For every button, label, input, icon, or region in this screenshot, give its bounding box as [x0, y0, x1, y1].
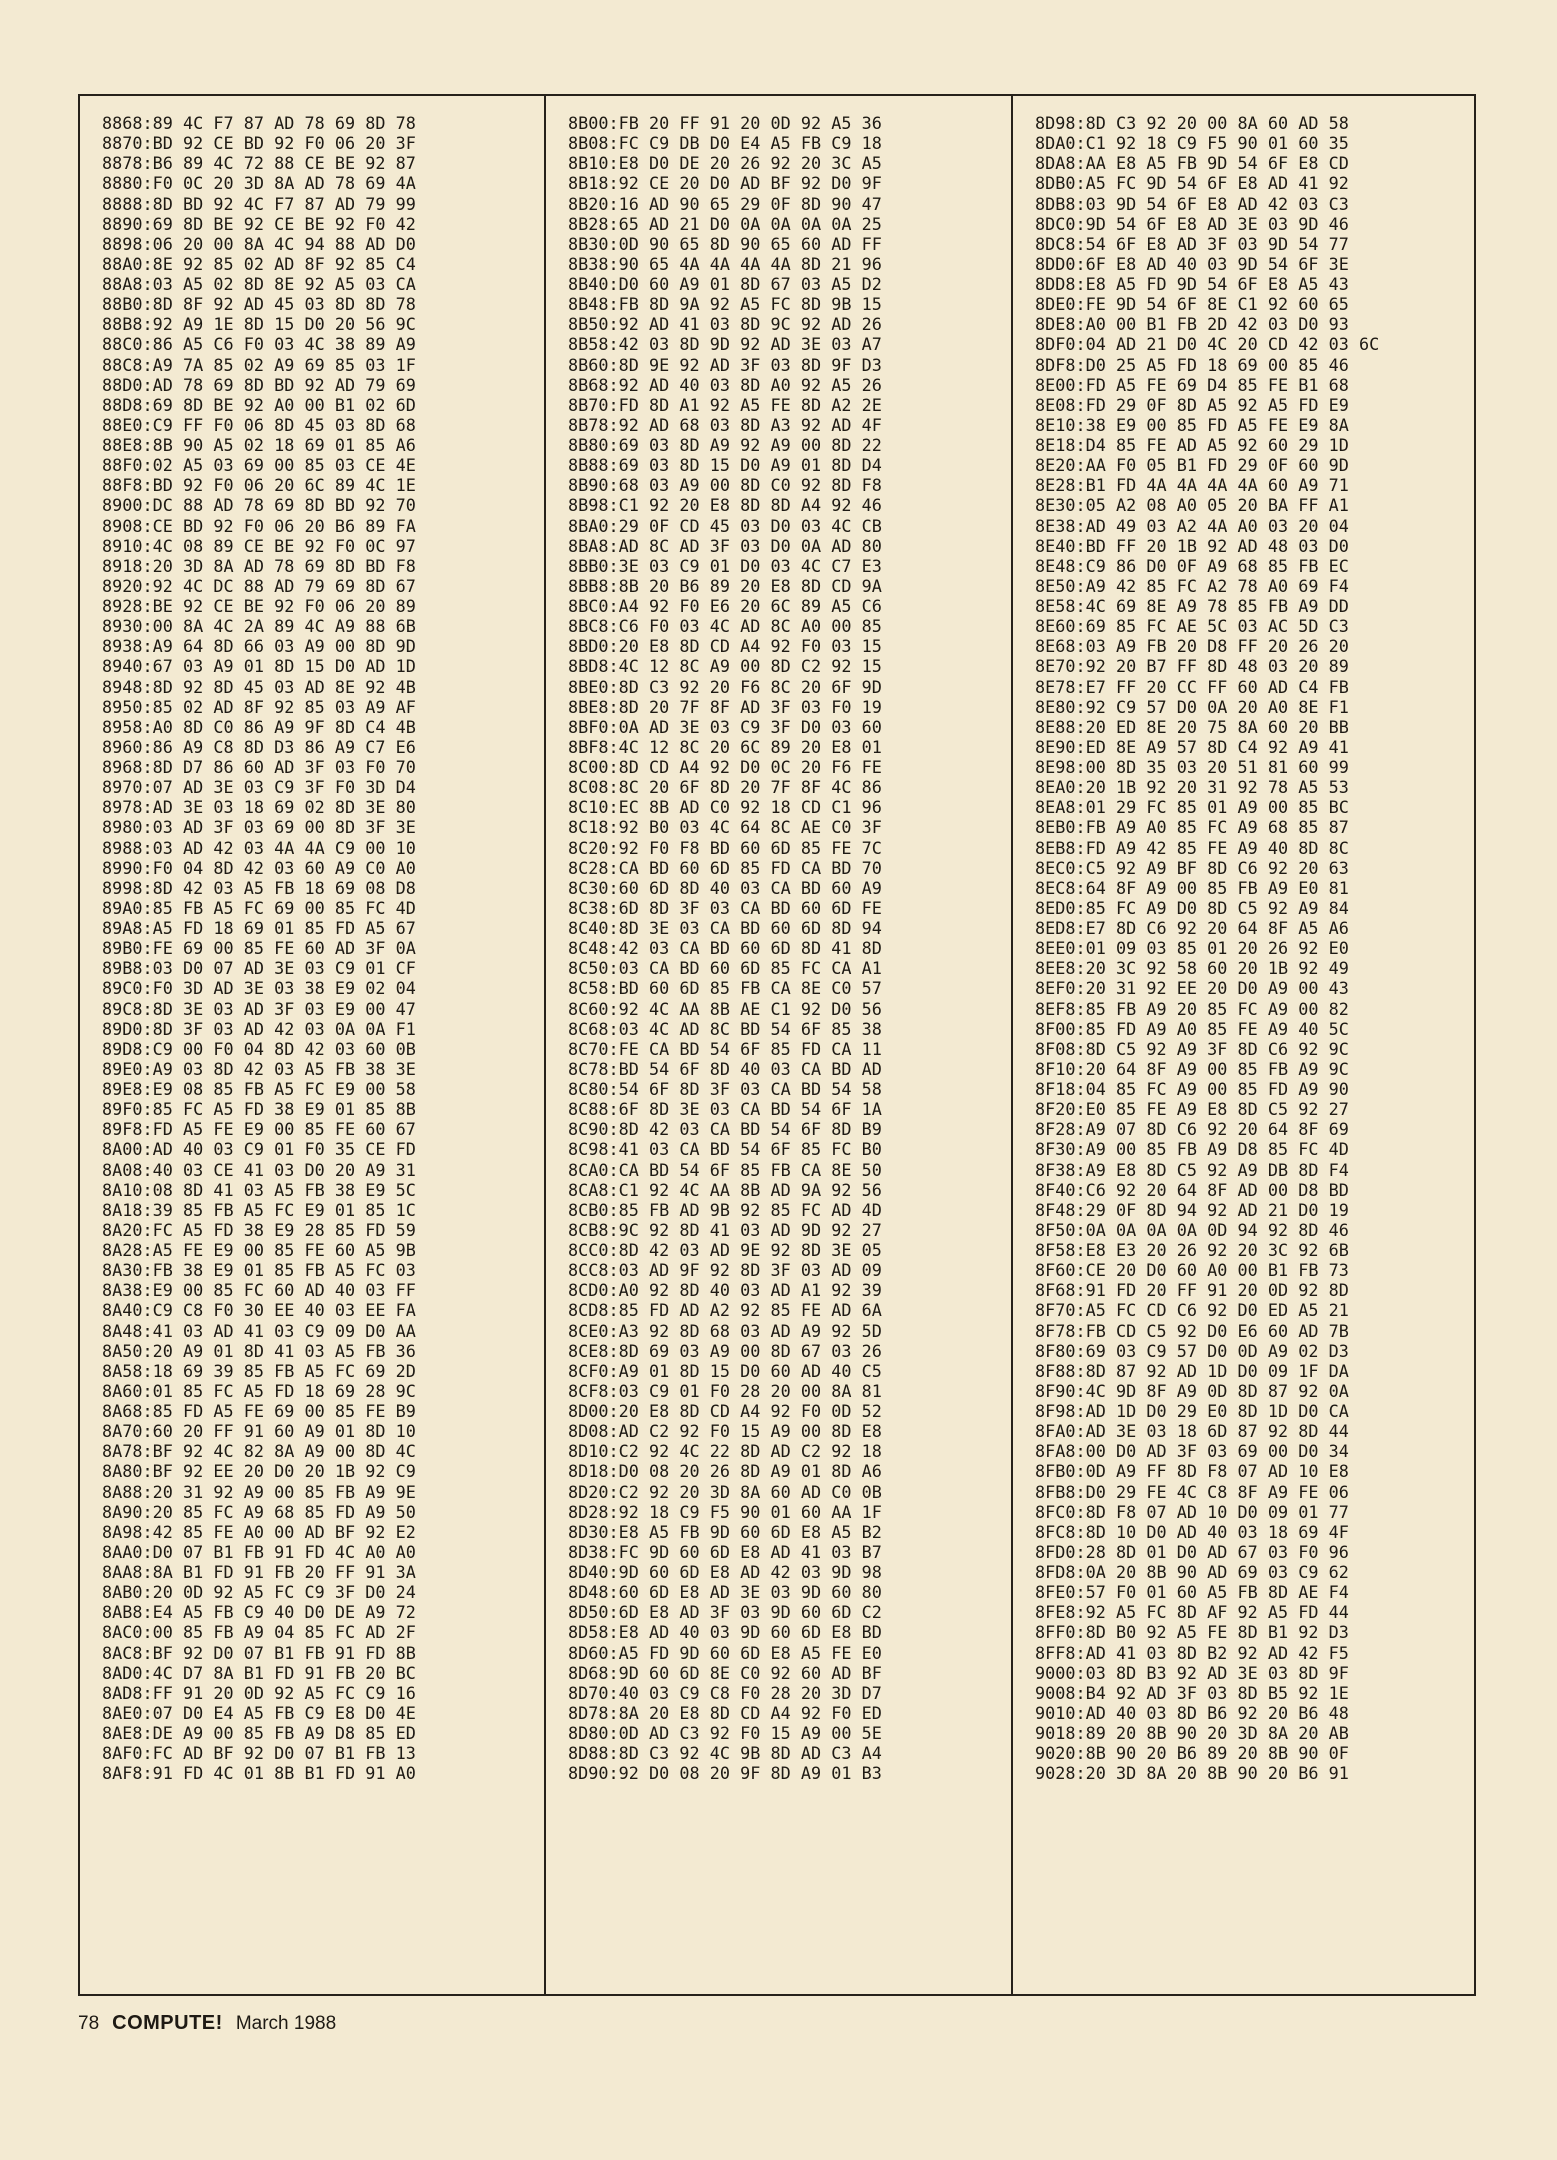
code-line: 8FC0:8D F8 07 AD 10 D0 09 01 77 [1035, 1501, 1349, 1522]
code-line: 8C68:03 4C AD 8C BD 54 6F 85 38 [568, 1018, 882, 1039]
code-line: 88C8:A9 7A 85 02 A9 69 85 03 1F [102, 354, 416, 375]
code-line: 8AE8:DE A9 00 85 FB A9 D8 85 ED [102, 1723, 416, 1743]
code-line: 8F10:20 64 8F A9 00 85 FB A9 9C [1035, 1058, 1349, 1079]
code-line: 8A88:20 31 92 A9 00 85 FB A9 9E [102, 1481, 416, 1502]
code-line: 9010:AD 40 03 8D B6 92 20 B6 48 [1035, 1702, 1349, 1723]
code-line: 8BD8:4C 12 8C A9 00 8D C2 92 15 [568, 656, 882, 677]
code-line: 89F0:85 FC A5 FD 38 E9 01 85 8B [102, 1099, 416, 1120]
code-line: 8E40:BD FF 20 1B 92 AD 48 03 D0 [1035, 535, 1349, 556]
code-line: 8B08:FC C9 DB D0 E4 A5 FB C9 18 [568, 133, 882, 154]
code-line: 8908:CE BD 92 F0 06 20 B6 89 FA [102, 515, 416, 536]
code-line: 8A10:08 8D 41 03 A5 FB 38 E9 5C [102, 1179, 416, 1200]
code-line: 8B58:42 03 8D 9D 92 AD 3E 03 A7 [568, 334, 882, 355]
code-line: 8D40:9D 60 6D E8 AD 42 03 9D 98 [568, 1562, 882, 1582]
code-line: 8898:06 20 00 8A 4C 94 88 AD D0 [102, 233, 416, 254]
code-line: 8980:03 AD 3F 03 69 00 8D 3F 3E [102, 817, 416, 838]
code-line: 8F30:A9 00 85 FB A9 D8 85 FC 4D [1035, 1139, 1349, 1160]
code-line: 8B50:92 AD 41 03 8D 9C 92 AD 26 [568, 314, 882, 335]
code-line: 8FF8:AD 41 03 8D B2 92 AD 42 F5 [1035, 1642, 1349, 1663]
code-line: 8D60:A5 FD 9D 60 6D E8 A5 FE E0 [568, 1642, 882, 1663]
code-line: 8F58:E8 E3 20 26 92 20 3C 92 6B [1035, 1240, 1349, 1260]
code-line: 8B30:0D 90 65 8D 90 65 60 AD FF [568, 233, 882, 254]
code-line: 8958:A0 8D C0 86 A9 9F 8D C4 4B [102, 716, 416, 737]
code-line: 8C88:6F 8D 3E 03 CA BD 54 6F 1A [568, 1099, 882, 1120]
code-line: 89B8:03 D0 07 AD 3E 03 C9 01 CF [102, 958, 416, 979]
code-line: 8DA8:AA E8 A5 FB 9D 54 6F E8 CD [1035, 153, 1349, 174]
code-line: 8A90:20 85 FC A9 68 85 FD A9 50 [102, 1501, 416, 1522]
code-line: 8F20:E0 85 FE A9 E8 8D C5 92 27 [1035, 1099, 1349, 1120]
code-line: 8E50:A9 42 85 FC A2 78 A0 69 F4 [1035, 575, 1349, 596]
code-line: 8960:86 A9 C8 8D D3 86 A9 C7 E6 [102, 736, 416, 757]
code-line: 8F98:AD 1D D0 29 E0 8D 1D D0 CA [1035, 1401, 1349, 1421]
code-line: 8990:F0 04 8D 42 03 60 A9 C0 A0 [102, 857, 416, 878]
code-line: 8A60:01 85 FC A5 FD 18 69 28 9C [102, 1380, 416, 1401]
code-line: 8B18:92 CE 20 D0 AD BF 92 D0 9F [568, 173, 882, 194]
code-line: 8FC8:8D 10 D0 AD 40 03 18 69 4F [1035, 1521, 1349, 1542]
code-line: 8D78:8A 20 E8 8D CD A4 92 F0 ED [568, 1702, 882, 1723]
code-line: 8E48:C9 86 D0 0F A9 68 85 FB EC [1035, 555, 1349, 576]
code-line: 8EC0:C5 92 A9 BF 8D C6 92 20 63 [1035, 857, 1349, 878]
code-line: 8D90:92 D0 08 20 9F 8D A9 01 B3 [568, 1763, 882, 1784]
code-line: 8BB0:3E 03 C9 01 D0 03 4C C7 E3 [568, 555, 882, 576]
code-line: 8F60:CE 20 D0 60 A0 00 B1 FB 73 [1035, 1260, 1349, 1281]
code-line: 8EF8:85 FB A9 20 85 FC A9 00 82 [1035, 998, 1349, 1019]
code-line: 8E78:E7 FF 20 CC FF 60 AD C4 FB [1035, 676, 1349, 697]
code-line: 8B98:C1 92 20 E8 8D 8D A4 92 46 [568, 495, 882, 516]
code-line: 9000:03 8D B3 92 AD 3E 03 8D 9F [1035, 1662, 1349, 1683]
code-line: 8B28:65 AD 21 D0 0A 0A 0A 0A 25 [568, 213, 882, 234]
code-line: 8F00:85 FD A9 A0 85 FE A9 40 5C [1035, 1018, 1349, 1039]
code-line: 89D0:8D 3F 03 AD 42 03 0A 0A F1 [102, 1018, 416, 1039]
code-line: 8950:85 02 AD 8F 92 85 03 A9 AF [102, 696, 416, 717]
code-line: 8C10:EC 8B AD C0 92 18 CD C1 96 [568, 797, 882, 818]
code-line: 8C78:BD 54 6F 8D 40 03 CA BD AD [568, 1058, 882, 1079]
code-line: 8B60:8D 9E 92 AD 3F 03 8D 9F D3 [568, 354, 882, 375]
code-line: 8FA0:AD 3E 03 18 6D 87 92 8D 44 [1035, 1421, 1349, 1442]
code-line: 8BF8:4C 12 8C 20 6C 89 20 E8 01 [568, 736, 882, 757]
code-line: 8E88:20 ED 8E 20 75 8A 60 20 BB [1035, 716, 1349, 737]
listing-column-3 [1011, 96, 1474, 1994]
code-line: 8E68:03 A9 FB 20 D8 FF 20 26 20 [1035, 636, 1349, 657]
code-line: 88E0:C9 FF F0 06 8D 45 03 8D 68 [102, 414, 416, 435]
code-line: 8A98:42 85 FE A0 00 AD BF 92 E2 [102, 1521, 416, 1542]
code-line: 8AC0:00 85 FB A9 04 85 FC AD 2F [102, 1622, 416, 1643]
code-line: 88A0:8E 92 85 02 AD 8F 92 85 C4 [102, 253, 416, 274]
code-line: 8AA8:8A B1 FD 91 FB 20 FF 91 3A [102, 1562, 416, 1582]
code-line: 8AB8:E4 A5 FB C9 40 D0 DE A9 72 [102, 1602, 416, 1623]
code-line: 8F88:8D 87 92 AD 1D D0 09 1F DA [1035, 1360, 1349, 1381]
code-line: 8930:00 8A 4C 2A 89 4C A9 88 6B [102, 616, 416, 637]
code-line: 8940:67 03 A9 01 8D 15 D0 AD 1D [102, 656, 416, 677]
code-line: 8EB8:FD A9 42 85 FE A9 40 8D 8C [1035, 837, 1349, 858]
code-line: 8A38:E9 00 85 FC 60 AD 40 03 FF [102, 1280, 416, 1301]
code-line: 8F28:A9 07 8D C6 92 20 64 8F 69 [1035, 1119, 1349, 1140]
code-line: 8BE0:8D C3 92 20 F6 8C 20 6F 9D [568, 676, 882, 697]
code-line: 8C30:60 6D 8D 40 03 CA BD 60 A9 [568, 877, 882, 898]
code-line: 8A80:BF 92 EE 20 D0 20 1B 92 C9 [102, 1461, 416, 1482]
code-line: 8CE0:A3 92 8D 68 03 AD A9 92 5D [568, 1320, 882, 1341]
code-line: 8CD0:A0 92 8D 40 03 AD A1 92 39 [568, 1280, 882, 1301]
code-line: 8B20:16 AD 90 65 29 0F 8D 90 47 [568, 193, 882, 214]
code-line: 8A28:A5 FE E9 00 85 FE 60 A5 9B [102, 1240, 416, 1260]
code-line: 8EA8:01 29 FC 85 01 A9 00 85 BC [1035, 797, 1349, 818]
code-line: 8A78:BF 92 4C 82 8A A9 00 8D 4C [102, 1441, 416, 1462]
code-line: 8F90:4C 9D 8F A9 0D 8D 87 92 0A [1035, 1380, 1349, 1401]
code-line: 8A00:AD 40 03 C9 01 F0 35 CE FD [102, 1139, 416, 1160]
code-line: 8B00:FB 20 FF 91 20 0D 92 A5 36 [568, 113, 882, 133]
code-line: 8D38:FC 9D 60 6D E8 AD 41 03 B7 [568, 1541, 882, 1562]
code-line: 8DD0:6F E8 AD 40 03 9D 54 6F 3E [1035, 253, 1349, 274]
code-line: 8C98:41 03 CA BD 54 6F 85 FC B0 [568, 1139, 882, 1160]
code-line: 8F40:C6 92 20 64 8F AD 00 D8 BD [1035, 1179, 1349, 1200]
code-line: 8A58:18 69 39 85 FB A5 FC 69 2D [102, 1360, 416, 1381]
code-line: 8920:92 4C DC 88 AD 79 69 8D 67 [102, 575, 416, 596]
code-line: 88D8:69 8D BE 92 A0 00 B1 02 6D [102, 394, 416, 415]
code-line: 8FB8:D0 29 FE 4C C8 8F A9 FE 06 [1035, 1481, 1349, 1502]
code-line: 8A70:60 20 FF 91 60 A9 01 8D 10 [102, 1421, 416, 1442]
code-line: 8C60:92 4C AA 8B AE C1 92 D0 56 [568, 998, 882, 1019]
code-line: 8878:B6 89 4C 72 88 CE BE 92 87 [102, 153, 416, 174]
code-line: 8C00:8D CD A4 92 D0 0C 20 F6 FE [568, 757, 882, 777]
code-line: 8EA0:20 1B 92 20 31 92 78 A5 53 [1035, 777, 1349, 798]
code-line: 8ED0:85 FC A9 D0 8D C5 92 A9 84 [1035, 897, 1349, 918]
code-line: 8F08:8D C5 92 A9 3F 8D C6 92 9C [1035, 1038, 1349, 1059]
code-line: 8D68:9D 60 6D 8E C0 92 60 AD BF [568, 1662, 882, 1683]
code-line: 88C0:86 A5 C6 F0 03 4C 38 89 A9 [102, 334, 416, 355]
code-line: 89D8:C9 00 F0 04 8D 42 03 60 0B [102, 1038, 416, 1059]
code-line: 8DF0:04 AD 21 D0 4C 20 CD 42 03 6C [1035, 334, 1380, 355]
code-line: 8C58:BD 60 6D 85 FB CA 8E C0 57 [568, 978, 882, 999]
code-line: 88D0:AD 78 69 8D BD 92 AD 79 69 [102, 374, 416, 395]
code-line: 8C80:54 6F 8D 3F 03 CA BD 54 58 [568, 1079, 882, 1099]
code-line: 8E10:38 E9 00 85 FD A5 FE E9 8A [1035, 414, 1349, 435]
code-line: 8BC8:C6 F0 03 4C AD 8C A0 00 85 [568, 616, 882, 637]
code-line: 8E80:92 C9 57 D0 0A 20 A0 8E F1 [1035, 696, 1349, 717]
code-line: 8F38:A9 E8 8D C5 92 A9 DB 8D F4 [1035, 1159, 1349, 1180]
code-line: 8FF0:8D B0 92 A5 FE 8D B1 92 D3 [1035, 1622, 1349, 1643]
code-line: 8E70:92 20 B7 FF 8D 48 03 20 89 [1035, 656, 1349, 677]
code-line: 8DC8:54 6F E8 AD 3F 03 9D 54 77 [1035, 233, 1349, 254]
code-line: 8DE8:A0 00 B1 FB 2D 42 03 D0 93 [1035, 314, 1349, 335]
code-line: 8CA0:CA BD 54 6F 85 FB CA 8E 50 [568, 1159, 882, 1180]
code-line: 8D18:D0 08 20 26 8D A9 01 8D A6 [568, 1461, 882, 1482]
code-line: 8B40:D0 60 A9 01 8D 67 03 A5 D2 [568, 274, 882, 294]
code-line: 9020:8B 90 20 B6 89 20 8B 90 0F [1035, 1743, 1349, 1764]
code-line: 89F8:FD A5 FE E9 00 85 FE 60 67 [102, 1119, 416, 1140]
code-line: 8D88:8D C3 92 4C 9B 8D AD C3 A4 [568, 1743, 882, 1764]
code-line: 8A20:FC A5 FD 38 E9 28 85 FD 59 [102, 1219, 416, 1240]
code-line: 8C90:8D 42 03 CA BD 54 6F 8D B9 [568, 1119, 882, 1140]
code-line: 8E90:ED 8E A9 57 8D C4 92 A9 41 [1035, 736, 1349, 757]
code-line: 89E0:A9 03 8D 42 03 A5 FB 38 3E [102, 1058, 416, 1079]
code-line: 8BF0:0A AD 3E 03 C9 3F D0 03 60 [568, 716, 882, 737]
code-line: 8EF0:20 31 92 EE 20 D0 A9 00 43 [1035, 978, 1349, 999]
code-line: 8D00:20 E8 8D CD A4 92 F0 0D 52 [568, 1401, 882, 1421]
code-line: 88F8:BD 92 F0 06 20 6C 89 4C 1E [102, 475, 416, 496]
code-line: 8C08:8C 20 6F 8D 20 7F 8F 4C 86 [568, 777, 882, 798]
code-line: 8E28:B1 FD 4A 4A 4A 4A 60 A9 71 [1035, 475, 1349, 496]
code-line: 8E20:AA F0 05 B1 FD 29 0F 60 9D [1035, 455, 1349, 476]
code-line: 8A18:39 85 FB A5 FC E9 01 85 1C [102, 1199, 416, 1220]
code-line: 8F68:91 FD 20 FF 91 20 0D 92 8D [1035, 1280, 1349, 1301]
code-line: 8DD8:E8 A5 FD 9D 54 6F E8 A5 43 [1035, 274, 1349, 294]
listing-column-2 [544, 96, 1011, 1994]
code-line: 9018:89 20 8B 90 20 3D 8A 20 AB [1035, 1723, 1349, 1743]
code-line: 8F78:FB CD C5 92 D0 E6 60 AD 7B [1035, 1320, 1349, 1341]
code-line: 8E38:AD 49 03 A2 4A A0 03 20 04 [1035, 515, 1349, 536]
code-line: 8FA8:00 D0 AD 3F 03 69 00 D0 34 [1035, 1441, 1349, 1462]
code-line: 8CB8:9C 92 8D 41 03 AD 9D 92 27 [568, 1219, 882, 1240]
code-line: 8D50:6D E8 AD 3F 03 9D 60 6D C2 [568, 1602, 882, 1623]
code-line: 8AD0:4C D7 8A B1 FD 91 FB 20 BC [102, 1662, 416, 1683]
code-line: 8C28:CA BD 60 6D 85 FD CA BD 70 [568, 857, 882, 878]
code-line: 8B70:FD 8D A1 92 A5 FE 8D A2 2E [568, 394, 882, 415]
issue-date: March 1988 [235, 2013, 337, 2034]
code-line: 8AF8:91 FD 4C 01 8B B1 FD 91 A0 [102, 1763, 416, 1784]
code-line: 8C50:03 CA BD 60 6D 85 FC CA A1 [568, 958, 882, 979]
code-line: 8ED8:E7 8D C6 92 20 64 8F A5 A6 [1035, 918, 1349, 938]
code-line: 8D08:AD C2 92 F0 15 A9 00 8D E8 [568, 1421, 882, 1442]
code-line: 8AC8:BF 92 D0 07 B1 FB 91 FD 8B [102, 1642, 416, 1663]
page-footer [78, 2012, 336, 2042]
code-line: 8EE0:01 09 03 85 01 20 26 92 E0 [1035, 938, 1349, 959]
code-line: 8DF8:D0 25 A5 FD 18 69 00 85 46 [1035, 354, 1349, 375]
code-line: 8888:8D BD 92 4C F7 87 AD 79 99 [102, 193, 416, 214]
code-line: 8EC8:64 8F A9 00 85 FB A9 E0 81 [1035, 877, 1349, 898]
code-line: 8F48:29 0F 8D 94 92 AD 21 D0 19 [1035, 1199, 1349, 1220]
code-line: 8910:4C 08 89 CE BE 92 F0 0C 97 [102, 535, 416, 556]
code-line: 8FD8:0A 20 8B 90 AD 69 03 C9 62 [1035, 1562, 1349, 1582]
code-line: 8B80:69 03 8D A9 92 A9 00 8D 22 [568, 435, 882, 455]
code-line: 8CD8:85 FD AD A2 92 85 FE AD 6A [568, 1300, 882, 1321]
code-line: 8B88:69 03 8D 15 D0 A9 01 8D D4 [568, 455, 882, 476]
code-line: 8BC0:A4 92 F0 E6 20 6C 89 A5 C6 [568, 596, 882, 616]
code-line: 8870:BD 92 CE BD 92 F0 06 20 3F [102, 133, 416, 154]
code-line: 8B78:92 AD 68 03 8D A3 92 AD 4F [568, 414, 882, 435]
code-line: 89C8:8D 3E 03 AD 3F 03 E9 00 47 [102, 998, 416, 1019]
code-line: 8988:03 AD 42 03 4A 4A C9 00 10 [102, 837, 416, 858]
code-line: 8F50:0A 0A 0A 0A 0D 94 92 8D 46 [1035, 1219, 1349, 1240]
code-line: 8FB0:0D A9 FF 8D F8 07 AD 10 E8 [1035, 1461, 1349, 1482]
code-line: 8998:8D 42 03 A5 FB 18 69 08 D8 [102, 877, 416, 898]
code-line: 8948:8D 92 8D 45 03 AD 8E 92 4B [102, 676, 416, 697]
code-line: 8978:AD 3E 03 18 69 02 8D 3E 80 [102, 797, 416, 818]
code-line: 8D28:92 18 C9 F5 90 01 60 AA 1F [568, 1501, 882, 1522]
code-line: 8B68:92 AD 40 03 8D A0 92 A5 26 [568, 374, 882, 395]
code-line: 8B10:E8 D0 DE 20 26 92 20 3C A5 [568, 153, 882, 174]
code-line: 8BD0:20 E8 8D CD A4 92 F0 03 15 [568, 636, 882, 657]
code-line: 8CA8:C1 92 4C AA 8B AD 9A 92 56 [568, 1179, 882, 1200]
code-line: 8CB0:85 FB AD 9B 92 85 FC AD 4D [568, 1199, 882, 1220]
code-line: 8FD0:28 8D 01 D0 AD 67 03 F0 96 [1035, 1541, 1349, 1562]
code-line: 8D58:E8 AD 40 03 9D 60 6D E8 BD [568, 1622, 882, 1643]
code-line: 8CE8:8D 69 03 A9 00 8D 67 03 26 [568, 1340, 882, 1361]
code-line: 8F70:A5 FC CD C6 92 D0 ED A5 21 [1035, 1300, 1349, 1321]
code-line: 8D30:E8 A5 FB 9D 60 6D E8 A5 B2 [568, 1521, 882, 1542]
code-line: 88F0:02 A5 03 69 00 85 03 CE 4E [102, 455, 416, 476]
code-line: 8970:07 AD 3E 03 C9 3F F0 3D D4 [102, 777, 416, 798]
code-line: 8D70:40 03 C9 C8 F0 28 20 3D D7 [568, 1682, 882, 1703]
code-line: 8A68:85 FD A5 FE 69 00 85 FE B9 [102, 1401, 416, 1421]
code-line: 8D80:0D AD C3 92 F0 15 A9 00 5E [568, 1723, 882, 1743]
code-line: 8D20:C2 92 20 3D 8A 60 AD C0 0B [568, 1481, 882, 1502]
code-line: 8AF0:FC AD BF 92 D0 07 B1 FB 13 [102, 1743, 416, 1764]
code-line: 8AB0:20 0D 92 A5 FC C9 3F D0 24 [102, 1582, 416, 1603]
code-line: 8AD8:FF 91 20 0D 92 A5 FC C9 16 [102, 1682, 416, 1703]
code-line: 8B38:90 65 4A 4A 4A 4A 8D 21 96 [568, 253, 882, 274]
code-line: 8C18:92 B0 03 4C 64 8C AE C0 3F [568, 817, 882, 838]
code-line: 8CF8:03 C9 01 F0 28 20 00 8A 81 [568, 1380, 882, 1401]
code-line: 8E08:FD 29 0F 8D A5 92 A5 FD E9 [1035, 394, 1349, 415]
code-line: 8CC8:03 AD 9F 92 8D 3F 03 AD 09 [568, 1260, 882, 1281]
code-line: 8A30:FB 38 E9 01 85 FB A5 FC 03 [102, 1260, 416, 1281]
code-line: 9028:20 3D 8A 20 8B 90 20 B6 91 [1035, 1763, 1349, 1784]
code-line: 8BA0:29 0F CD 45 03 D0 03 4C CB [568, 515, 882, 536]
code-line: 8E18:D4 85 FE AD A5 92 60 29 1D [1035, 435, 1349, 455]
code-line: 8D98:8D C3 92 20 00 8A 60 AD 58 [1035, 113, 1349, 133]
code-line: 8880:F0 0C 20 3D 8A AD 78 69 4A [102, 173, 416, 194]
code-line: 88A8:03 A5 02 8D 8E 92 A5 03 CA [102, 274, 416, 294]
code-line: 8F18:04 85 FC A9 00 85 FD A9 90 [1035, 1079, 1349, 1099]
code-line: 8890:69 8D BE 92 CE BE 92 F0 42 [102, 213, 416, 234]
code-line: 9008:B4 92 AD 3F 03 8D B5 92 1E [1035, 1682, 1349, 1703]
code-line: 8E30:05 A2 08 A0 05 20 BA FF A1 [1035, 495, 1349, 516]
code-line: 8DB8:03 9D 54 6F E8 AD 42 03 C3 [1035, 193, 1349, 214]
code-line: 8900:DC 88 AD 78 69 8D BD 92 70 [102, 495, 416, 516]
code-line: 8BE8:8D 20 7F 8F AD 3F 03 F0 19 [568, 696, 882, 717]
code-line: 8A08:40 03 CE 41 03 D0 20 A9 31 [102, 1159, 416, 1180]
code-line: 88B8:92 A9 1E 8D 15 D0 20 56 9C [102, 314, 416, 335]
code-line: 89C0:F0 3D AD 3E 03 38 E9 02 04 [102, 978, 416, 999]
code-line: 8AE0:07 D0 E4 A5 FB C9 E8 D0 4E [102, 1702, 416, 1723]
code-line: 8D48:60 6D E8 AD 3E 03 9D 60 80 [568, 1582, 882, 1603]
code-line: 8DE0:FE 9D 54 6F 8E C1 92 60 65 [1035, 294, 1349, 315]
code-line: 8E00:FD A5 FE 69 D4 85 FE B1 68 [1035, 374, 1349, 395]
code-line: 8968:8D D7 86 60 AD 3F 03 F0 70 [102, 757, 416, 777]
program-listing-box [78, 94, 1476, 1996]
code-line: 89A8:A5 FD 18 69 01 85 FD A5 67 [102, 918, 416, 938]
code-line: 8BB8:8B 20 B6 89 20 E8 8D CD 9A [568, 575, 882, 596]
code-line: 8938:A9 64 8D 66 03 A9 00 8D 9D [102, 636, 416, 657]
code-line: 8EB0:FB A9 A0 85 FC A9 68 85 87 [1035, 817, 1349, 838]
code-line: 8C20:92 F0 F8 BD 60 6D 85 FE 7C [568, 837, 882, 858]
code-line: 8DC0:9D 54 6F E8 AD 3E 03 9D 46 [1035, 213, 1349, 234]
code-line: 8B90:68 03 A9 00 8D C0 92 8D F8 [568, 475, 882, 496]
code-line: 8B48:FB 8D 9A 92 A5 FC 8D 9B 15 [568, 294, 882, 315]
code-line: 8F80:69 03 C9 57 D0 0D A9 02 D3 [1035, 1340, 1349, 1361]
code-line: 8FE8:92 A5 FC 8D AF 92 A5 FD 44 [1035, 1602, 1349, 1623]
code-line: 8A48:41 03 AD 41 03 C9 09 D0 AA [102, 1320, 416, 1341]
code-line: 8C38:6D 8D 3F 03 CA BD 60 6D FE [568, 897, 882, 918]
code-line: 8A50:20 A9 01 8D 41 03 A5 FB 36 [102, 1340, 416, 1361]
code-line: 8C70:FE CA BD 54 6F 85 FD CA 11 [568, 1038, 882, 1059]
page-number: 78 [78, 2013, 100, 2034]
code-line: 8928:BE 92 CE BE 92 F0 06 20 89 [102, 596, 416, 616]
code-line: 8CF0:A9 01 8D 15 D0 60 AD 40 C5 [568, 1360, 882, 1381]
code-line: 8FE0:57 F0 01 60 A5 FB 8D AE F4 [1035, 1582, 1349, 1603]
code-line: 8EE8:20 3C 92 58 60 20 1B 92 49 [1035, 958, 1349, 979]
code-line: 8AA0:D0 07 B1 FB 91 FD 4C A0 A0 [102, 1541, 416, 1562]
code-line: 89A0:85 FB A5 FC 69 00 85 FC 4D [102, 897, 416, 918]
code-line: 8868:89 4C F7 87 AD 78 69 8D 78 [102, 113, 416, 133]
code-line: 8C48:42 03 CA BD 60 6D 8D 41 8D [568, 938, 882, 959]
code-line: 8BA8:AD 8C AD 3F 03 D0 0A AD 80 [568, 535, 882, 556]
code-line: 8CC0:8D 42 03 AD 9E 92 8D 3E 05 [568, 1240, 882, 1260]
code-line: 8DB0:A5 FC 9D 54 6F E8 AD 41 92 [1035, 173, 1349, 194]
code-line: 88B0:8D 8F 92 AD 45 03 8D 8D 78 [102, 294, 416, 315]
code-line: 89E8:E9 08 85 FB A5 FC E9 00 58 [102, 1079, 416, 1099]
code-line: 8C40:8D 3E 03 CA BD 60 6D 8D 94 [568, 918, 882, 938]
code-line: 8E58:4C 69 8E A9 78 85 FB A9 DD [1035, 596, 1349, 616]
code-line: 8D10:C2 92 4C 22 8D AD C2 92 18 [568, 1441, 882, 1462]
code-line: 8DA0:C1 92 18 C9 F5 90 01 60 35 [1035, 133, 1349, 154]
code-line: 8E60:69 85 FC AE 5C 03 AC 5D C3 [1035, 616, 1349, 637]
code-line: 8918:20 3D 8A AD 78 69 8D BD F8 [102, 555, 416, 576]
code-line: 8E98:00 8D 35 03 20 51 81 60 99 [1035, 757, 1349, 777]
code-line: 88E8:8B 90 A5 02 18 69 01 85 A6 [102, 435, 416, 455]
code-line: 89B0:FE 69 00 85 FE 60 AD 3F 0A [102, 938, 416, 959]
magazine-name: COMPUTE! [112, 2012, 223, 2034]
code-line: 8A40:C9 C8 F0 30 EE 40 03 EE FA [102, 1300, 416, 1321]
listing-column-1 [80, 96, 544, 1994]
